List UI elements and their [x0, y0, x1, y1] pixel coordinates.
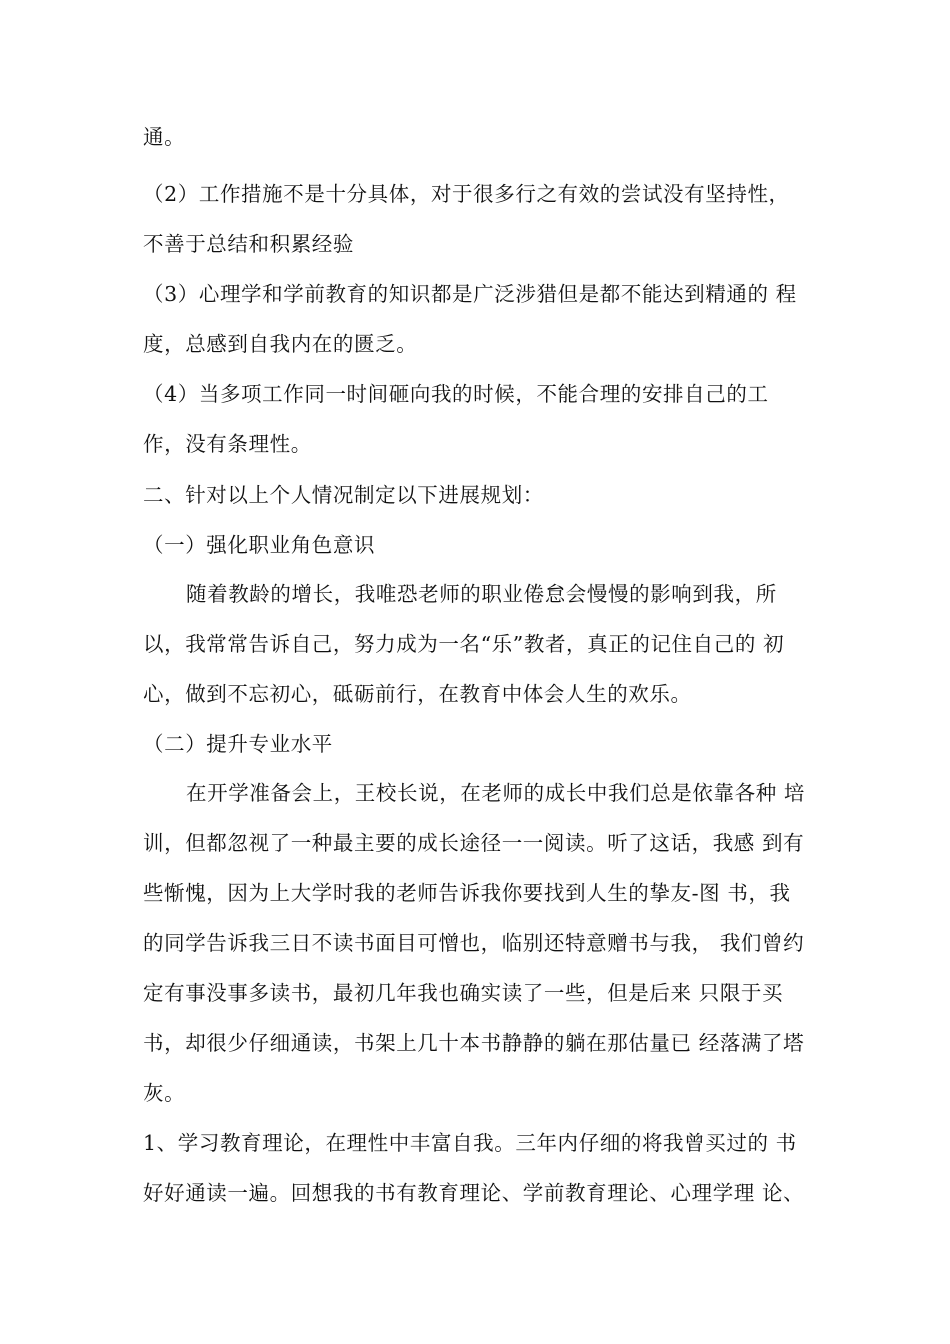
text-line: （3）心理学和学前教育的知识都是广泛涉猎但是都不能达到精通的 程 [143, 282, 797, 306]
text-line: （4）当多项工作同一时间砸向我的时候，不能合理的安排自己的工 [143, 382, 769, 406]
text-line: 的同学告诉我三日不读书面目可憎也，临别还特意赠书与我， 我们曾约 [143, 931, 805, 955]
text-line: （2）工作措施不是十分具体，对于很多行之有效的尝试没有坚持性， [143, 182, 790, 206]
text-line: 随着教龄的增长，我唯恐老师的职业倦怠会慢慢的影响到我，所 [186, 582, 777, 606]
text-line: 书，却很少仔细通读，书架上几十本书静静的躺在那估量已 经落满了塔 [143, 1031, 805, 1055]
text-line: 通。 [143, 125, 186, 149]
text-line: 灰。 [143, 1081, 186, 1105]
text-line: 些惭愧，因为上大学时我的老师告诉我你要找到人生的挚友-图 书，我 [143, 881, 791, 905]
text-line: 在开学准备会上，王校长说，在老师的成长中我们总是依靠各种 培 [186, 781, 806, 805]
text-line: 以，我常常告诉自己，努力成为一名“乐”教者，真正的记住自己的 初 [143, 632, 785, 656]
text-line: 度，总感到自我内在的匮乏。 [143, 332, 418, 356]
text-line: 作，没有条理性。 [143, 432, 312, 456]
subsection-heading: （一）强化职业角色意识 [143, 533, 376, 557]
text-line: 不善于总结和积累经验 [143, 232, 354, 256]
text-line: 1、学习教育理论，在理性中丰富自我。三年内仔细的将我曾买过的 书 [143, 1131, 797, 1155]
section-heading: 二、针对以上个人情况制定以下进展规划： [143, 483, 544, 507]
text-line: 训，但都忽视了一种最主要的成长途径一一阅读。听了这话，我感 到有 [143, 831, 805, 855]
text-line: 心，做到不忘初心，砥砺前行，在教育中体会人生的欢乐。 [143, 682, 692, 706]
text-line: 好好通读一遍。回想我的书有教育理论、学前教育理论、心理学理 论、 [143, 1181, 805, 1205]
subsection-heading: （二）提升专业水平 [143, 732, 333, 756]
text-line: 定有事没事多读书，最初几年我也确实读了一些，但是后来 只限于买 [143, 981, 784, 1005]
